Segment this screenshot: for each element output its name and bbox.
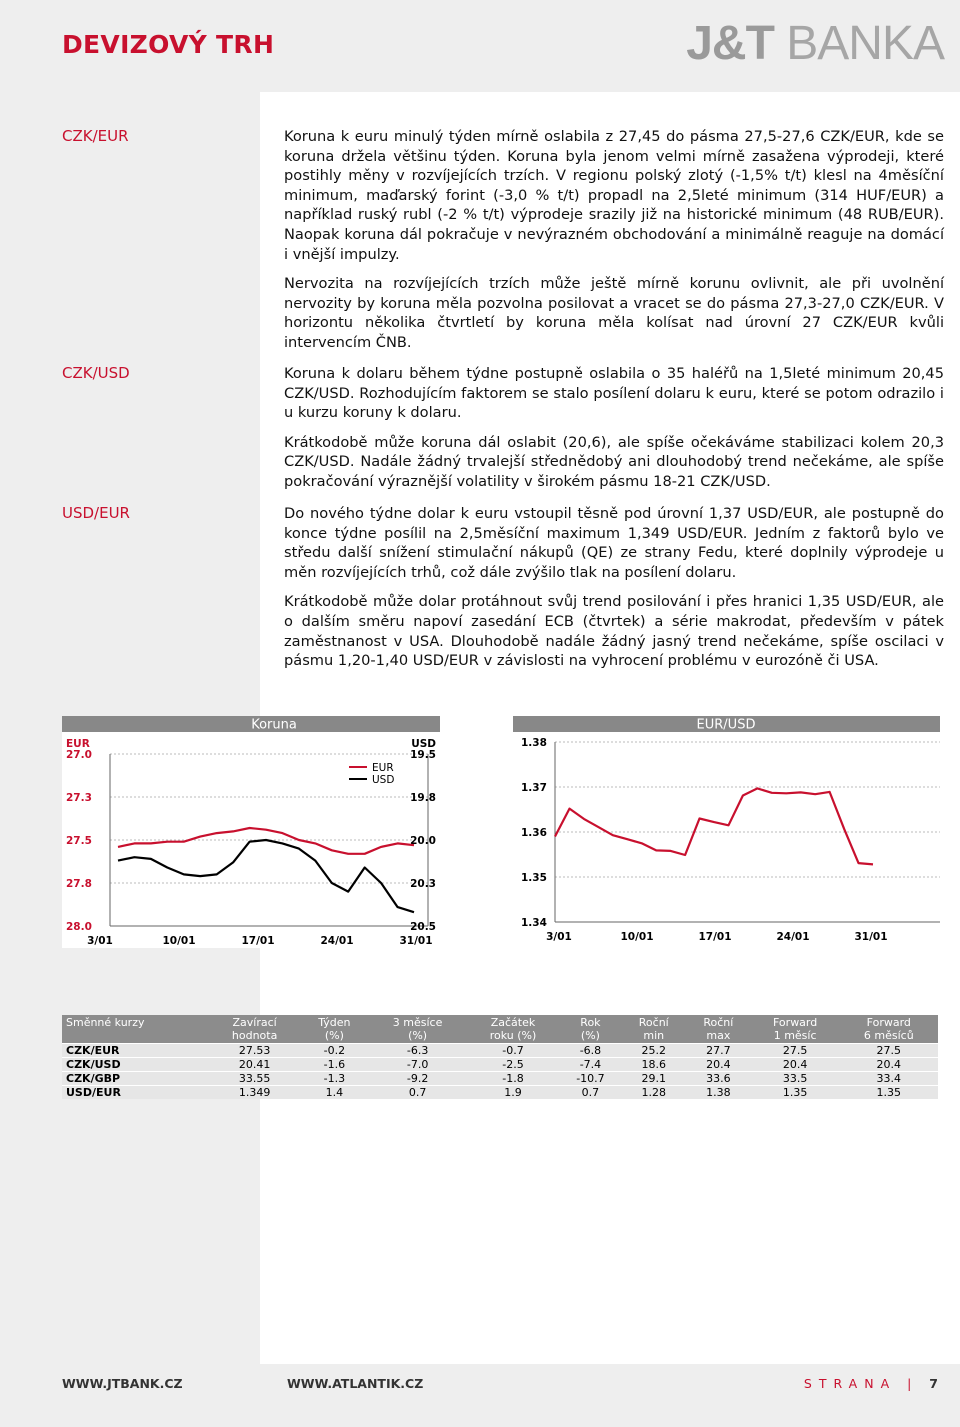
paragraph: Koruna k dolaru během týdne postupně oslabila o 35 haléřů na 1,5leté minimum 20,45 CZK/USD. Rozhodujícím faktorem se stalo posílení dolaru k euru, které se potom odrazilo i u kurzu koruny k dolaru. [284, 365, 944, 422]
logo-jt: J&T [686, 17, 774, 70]
header-line: Roční [703, 1016, 734, 1029]
table-cell: 1.349 [209, 1086, 300, 1100]
table-cell: -6.3 [369, 1044, 467, 1058]
table-row [62, 1058, 938, 1072]
table-cell: CZK/GBP [62, 1072, 209, 1086]
table-header-cell [369, 1015, 467, 1044]
table-cell: -0.7 [467, 1044, 560, 1058]
x-tick-label: 31/01 [399, 935, 433, 947]
table-cell: 0.7 [559, 1086, 621, 1100]
table-cell: 29.1 [621, 1072, 686, 1086]
page-indicator [804, 1376, 938, 1391]
table-cell: 33.5 [751, 1072, 840, 1086]
right-axis-label: USD [411, 738, 436, 750]
right-tick-label: 20.5 [410, 921, 436, 933]
header-line: roku (%) [489, 1029, 537, 1042]
x-tick-label: 17/01 [241, 935, 275, 947]
x-tick-labels [87, 935, 432, 947]
table-header-cell [300, 1015, 368, 1044]
header-line: Roční [638, 1016, 669, 1029]
paragraph: Nervozita na rozvíjejících trzích může ještě mírně korunu ovlivnit, ale při uvolnění nervozity by koruna měla pozvolna posilovat a vracet se do pásma 27,3-27,0 CZK/EUR. V horizontu několika čtvrtletí by koruna měla kolísat nad úrovní 27 CZK/EUR kvůli intervencím ČNB. [284, 275, 944, 351]
header-line: hodnota [231, 1029, 278, 1042]
section-label-czk-eur: CZK/EUR [62, 127, 129, 145]
header-line: min [643, 1029, 665, 1042]
x-tick-label: 31/01 [854, 931, 888, 943]
table-header-cell [559, 1015, 621, 1044]
series-line-eurusd [555, 788, 873, 864]
table-header-cell [621, 1015, 686, 1044]
left-tick-label: 28.0 [66, 921, 92, 933]
table-header-cell [751, 1015, 840, 1044]
table-cell: 33.6 [686, 1072, 751, 1086]
table-cell: -0.2 [300, 1044, 368, 1058]
header-line: Zavírací [232, 1016, 277, 1029]
footer-band [0, 1364, 960, 1427]
x-tick-label: 3/01 [546, 931, 572, 943]
header-line: Rok [580, 1016, 601, 1029]
table-cell: 1.9 [467, 1086, 560, 1100]
header-line: (%) [580, 1029, 600, 1042]
y-tick-label: 1.37 [521, 782, 547, 794]
x-tick-label: 17/01 [698, 931, 732, 943]
left-tick-label: 27.5 [66, 835, 92, 847]
chart-series-lines [118, 828, 414, 912]
header-line: (%) [408, 1029, 428, 1042]
koruna-chart-svg [62, 716, 440, 948]
chart-title: Koruna [251, 717, 297, 733]
table-cell: -6.8 [559, 1044, 621, 1058]
table-cell: -7.4 [559, 1058, 621, 1072]
table-header-cell [686, 1015, 751, 1044]
table-header-cell [209, 1015, 300, 1044]
page-word: STRANA | [803, 1376, 919, 1391]
section-label-usd-eur: USD/EUR [62, 504, 130, 522]
x-tick-label: 24/01 [776, 931, 810, 943]
left-tick-label: 27.8 [66, 878, 92, 890]
eurusd-chart-svg [513, 716, 940, 948]
chart-gridlines [555, 742, 940, 922]
table-cell: 20.4 [751, 1058, 840, 1072]
header-line: (%) [324, 1029, 344, 1042]
table-cell: 25.2 [621, 1044, 686, 1058]
left-tick-labels [66, 749, 92, 933]
table-cell: 1.35 [840, 1086, 938, 1100]
y-tick-label: 1.34 [521, 917, 547, 929]
x-tick-labels [546, 931, 887, 943]
table-cell: 33.55 [209, 1072, 300, 1086]
y-tick-label: 1.38 [521, 737, 547, 749]
table-header-row [62, 1015, 938, 1044]
chart-series-lines [555, 788, 873, 864]
table-cell: USD/EUR [62, 1086, 209, 1100]
table-cell: 1.4 [300, 1086, 368, 1100]
right-tick-label: 20.0 [410, 835, 436, 847]
eurusd-chart [513, 716, 940, 948]
footer-link-jtbank[interactable]: WWW.JTBANK.CZ [62, 1376, 183, 1391]
right-tick-labels [410, 749, 436, 933]
table-cell: 20.4 [840, 1058, 938, 1072]
table-cell: -2.5 [467, 1058, 560, 1072]
logo-banka: BANKA [786, 17, 944, 70]
legend-eur: EUR [372, 762, 394, 774]
section-label-czk-usd: CZK/USD [62, 364, 130, 382]
table-row [62, 1072, 938, 1086]
right-tick-label: 19.8 [410, 792, 436, 804]
exchange-rates-table [62, 1015, 938, 1099]
table-row [62, 1086, 938, 1100]
table-header-cell [840, 1015, 938, 1044]
y-tick-label: 1.36 [521, 827, 547, 839]
paragraph: Krátkodobě může dolar protáhnout svůj trend posilování i přes hranici 1,35 USD/EUR, ale o dalším směru napoví zasedání ECB (čtvrtek) a série makrodat, především v pátek zaměstnanost v USA. Dlouhodobě nadále žádný jasný trend nečekáme, spíše oscilaci v pásmu 1,20-1,40 USD/EUR v závislosti na vyhrocení problému v eurozóně či USA. [284, 593, 944, 670]
table-cell: 18.6 [621, 1058, 686, 1072]
chart-legend [349, 762, 394, 786]
y-tick-labels [521, 737, 547, 929]
table-cell: -1.6 [300, 1058, 368, 1072]
chart-title: EUR/USD [696, 717, 756, 733]
right-tick-label: 19.5 [410, 749, 436, 761]
footer-link-atlantik[interactable]: WWW.ATLANTIK.CZ [287, 1376, 424, 1391]
table-cell: 27.5 [751, 1044, 840, 1058]
table-header-cell [467, 1015, 560, 1044]
left-axis-label: EUR [66, 738, 90, 750]
table-cell: 20.4 [686, 1058, 751, 1072]
table-cell: 27.5 [840, 1044, 938, 1058]
x-tick-label: 10/01 [620, 931, 654, 943]
x-tick-label: 3/01 [87, 935, 113, 947]
header-line: 3 měsíce [392, 1016, 443, 1029]
header-line: max [706, 1029, 731, 1042]
table-cell: 0.7 [369, 1086, 467, 1100]
table-cell: 1.35 [751, 1086, 840, 1100]
header-line: 6 měsíců [863, 1029, 914, 1042]
header-line: Týden [318, 1016, 351, 1029]
table-cell: -7.0 [369, 1058, 467, 1072]
legend-usd: USD [372, 774, 395, 786]
table-cell: CZK/EUR [62, 1044, 209, 1058]
table-body [62, 1044, 938, 1100]
table-cell: -10.7 [559, 1072, 621, 1086]
table-cell: 27.7 [686, 1044, 751, 1058]
table-header-cell [62, 1015, 209, 1044]
section-czk-eur [284, 127, 944, 363]
table-cell: 27.53 [209, 1044, 300, 1058]
paragraph: Krátkodobě může koruna dál oslabit (20,6), ale spíše očekáváme stabilizaci kolem 20,3 CZK/USD. Nadále žádný trvalejší střednědobý ani dlouhodobý trend nečekáme, ale spíše pokračování výraznější volatility v širokém pásmu 18-21 CZK/USD. [284, 433, 944, 490]
table-row [62, 1044, 938, 1058]
table-cell: -9.2 [369, 1072, 467, 1086]
header-line: Směnné kurzy [66, 1016, 145, 1029]
y-tick-label: 1.35 [521, 872, 547, 884]
x-tick-label: 24/01 [320, 935, 354, 947]
left-tick-label: 27.3 [66, 792, 92, 804]
left-tick-label: 27.0 [66, 749, 92, 761]
bank-logo [686, 17, 944, 70]
header-line: Forward [866, 1016, 911, 1029]
header-line: 1 měsíc [773, 1029, 817, 1042]
table-cell: -1.3 [300, 1072, 368, 1086]
table-cell: 1.28 [621, 1086, 686, 1100]
right-tick-label: 20.3 [410, 878, 436, 890]
x-tick-label: 10/01 [162, 935, 196, 947]
page-number: 7 [929, 1376, 938, 1391]
section-usd-eur [284, 504, 944, 681]
section-czk-usd [284, 364, 944, 502]
table-cell: -1.8 [467, 1072, 560, 1086]
table-cell: 33.4 [840, 1072, 938, 1086]
header-line: Začátek [490, 1016, 536, 1029]
table-cell: 20.41 [209, 1058, 300, 1072]
page-title: DEVIZOVÝ TRH [62, 30, 275, 59]
header-line: Forward [773, 1016, 818, 1029]
table-cell: CZK/USD [62, 1058, 209, 1072]
table-cell: 1.38 [686, 1086, 751, 1100]
paragraph: Koruna k euru minulý týden mírně oslabila z 27,45 do pásma 27,5-27,6 CZK/EUR, kde se koruna držela většinu týden. Koruna byla jenom velmi mírně zasažena výprodeji, které postihly měny v rozvíjejících trzích. V regionu polský zlotý (-1,5% t/t) klesl na 4měsíční minimum, maďarský forint (-3,0 % t/t) propadl na 2,5leté minimum (314 HUF/EUR) a například ruský rubl (-2 % t/t) výprodeje srazily již na historické minimum (48 RUB/EUR). Naopak koruna dál pokračuje v nevýrazném obchodování a minimálně reaguje na domácí i vnější impulzy. [284, 128, 944, 263]
header-line [66, 1029, 205, 1042]
koruna-chart [62, 716, 440, 948]
paragraph: Do nového týdne dolar k euru vstoupil těsně pod úrovní 1,37 USD/EUR, ale postupně do konce týdne posílil na 2,5měsíční maximum 1,349 USD/EUR. Jedním z faktorů bylo ve středu další snížení stimulační nákupů (QE) ze strany Fedu, které doplnily výprodeje u měn rozvíjejících trhů, což dále zvýšilo tlak na posílení dolaru. [284, 505, 944, 581]
